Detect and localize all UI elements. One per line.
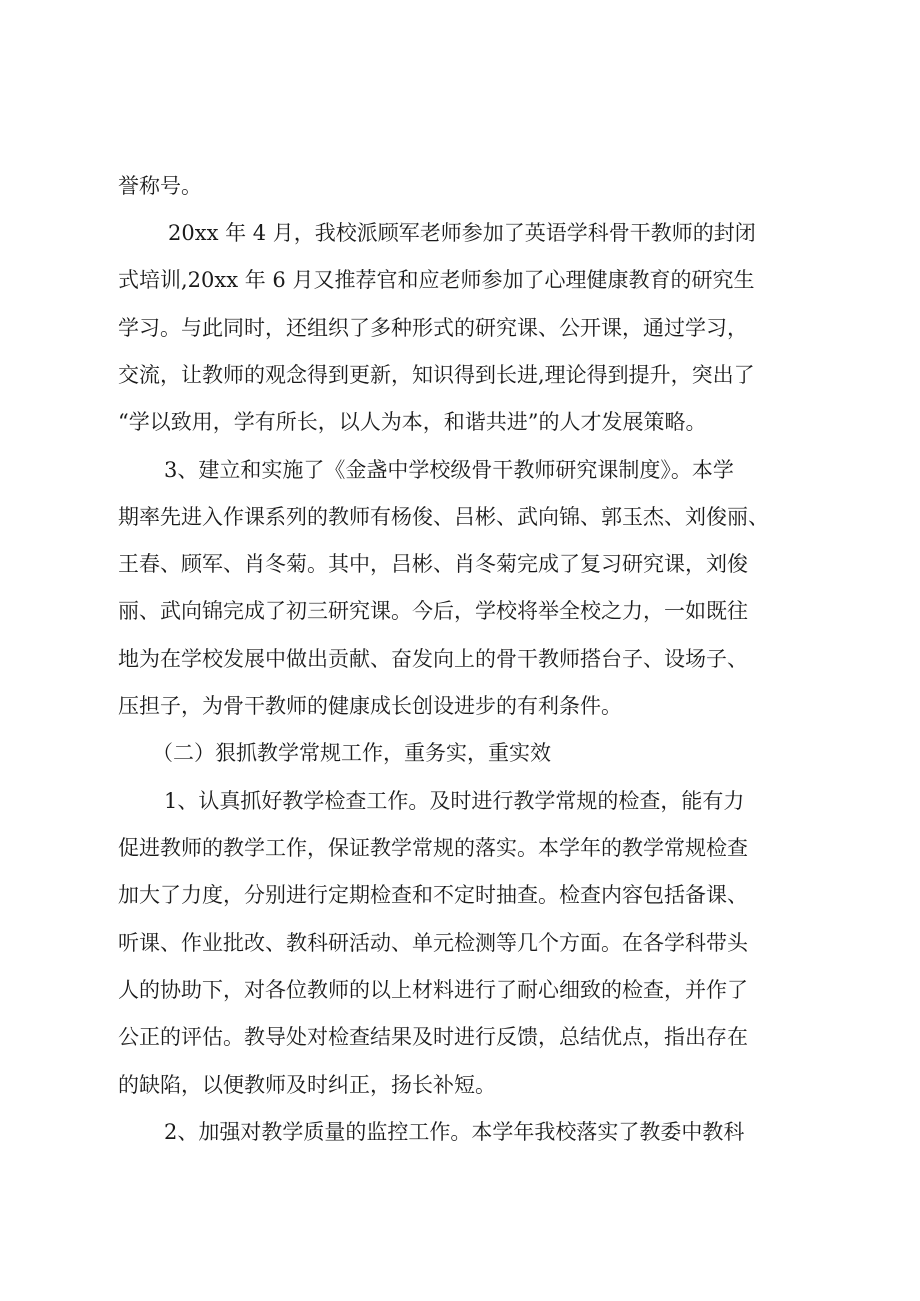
text-line: 誉称号。: [118, 174, 202, 198]
paragraph-first-line: 20xx 年 4 月，我校派顾军老师参加了英语学科骨干教师的封闭: [168, 221, 756, 245]
paragraph-first-line: 3、建立和实施了《金盏中学校级骨干教师研究课制度》。本学: [164, 458, 734, 482]
text-line: 的缺陷，以便教师及时纠正，扬长补短。: [118, 1073, 496, 1097]
paragraph-first-line: 2、加强对教学质量的监控工作。本学年我校落实了教委中教科: [164, 1120, 745, 1144]
text-line: 学习。与此同时，还组织了多种形式的研究课、公开课，通过学习，: [118, 316, 748, 340]
text-line: “学以致用，学有所长，以人为本，和谐共进”的人才发展策略。: [118, 410, 707, 434]
text-line: 压担子，为骨干教师的健康成长创设进步的有利条件。: [118, 694, 622, 718]
text-line: 期率先进入作课系列的教师有杨俊、吕彬、武向锦、郭玉杰、刘俊丽、: [118, 505, 769, 529]
text-line: 促进教师的教学工作，保证教学常规的落实。本学年的教学常规检查: [118, 836, 748, 860]
section-heading: （二）狠抓教学常规工作，重务实，重实效: [152, 741, 551, 765]
text-line: 人的协助下，对各位教师的以上材料进行了耐心细致的检查，并作了: [118, 978, 748, 1002]
text-line: 听课、作业批改、教科研活动、单元检测等几个方面。在各学科带头: [118, 931, 748, 955]
text-line: 公正的评估。教导处对检查结果及时进行反馈，总结优点，指出存在: [118, 1025, 748, 1049]
text-line: 丽、武向锦完成了初三研究课。今后，学校将举全校之力，一如既往: [118, 599, 748, 623]
text-line: 交流，让教师的观念得到更新，知识得到长进,理论得到提升，突出了: [118, 363, 755, 387]
text-line: 式培训,20xx 年 6 月又推荐官和应老师参加了心理健康教育的研究生: [118, 268, 755, 292]
text-line: 王春、顾军、肖冬菊。其中，吕彬、肖冬菊完成了复习研究课，刘俊: [118, 552, 748, 576]
paragraph-first-line: 1、认真抓好教学检查工作。及时进行教学常规的检查，能有力: [164, 789, 745, 813]
text-line: 地为在学校发展中做出贡献、奋发向上的骨干教师搭台子、设场子、: [118, 647, 748, 671]
text-line: 加大了力度，分别进行定期检查和不定时抽查。检查内容包括备课、: [118, 883, 748, 907]
